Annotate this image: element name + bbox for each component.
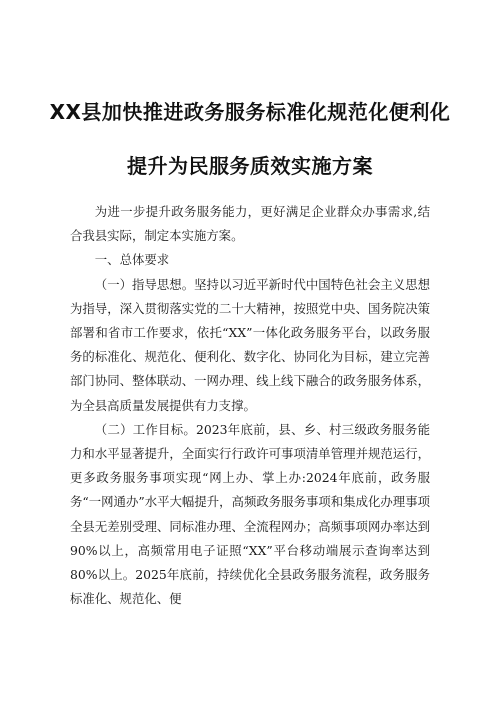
- guiding-ideology-paragraph: （一）指导思想。坚持以习近平新时代中国特色社会主义思想为指导，深入贯彻落实党的二十大精神，按照党中央、国务院决策部署和省市工作要求，依托“XX”一体化政务服务平台，以政务服务的标准化、规范化、便利化、数字化、协同化为目标，建立完善部门协同、整体联动、一网办理、线上线下融合的政务服务体系，为全县高质量发展提供有力支撑。: [70, 276, 430, 413]
- work-goals-paragraph: （二）工作目标。2023年底前，县、乡、村三级政务服务能力和水平显著提升，全面实行行政许可事项清单管理并规范运行，更多政务服务事项实现“网上办、掌上办:2024年底前，政务服务“一网通办”水平大幅提升，高频政务服务事项和集成化办理事项全县无差别受理、同标准办理、全流程网办；高频事项网办率达到90%以上，高频常用电子证照“XX”平台移动端展示查询率达到80%以上。2025年底前，持续优化全县政务服务流程，政务服务标准化、规范化、便: [70, 421, 430, 607]
- document-title-line-1: XX县加快推进政务服务标准化规范化便利化: [49, 100, 451, 124]
- document-body: [70, 200, 430, 611]
- document-title-line-2: 提升为民服务质效实施方案: [127, 154, 373, 178]
- section-heading: 一、总体要求: [94, 252, 170, 268]
- intro-paragraph: 为进一步提升政务服务能力，更好满足企业群众办事需求,结合我县实际，制定本实施方案。: [70, 204, 430, 244]
